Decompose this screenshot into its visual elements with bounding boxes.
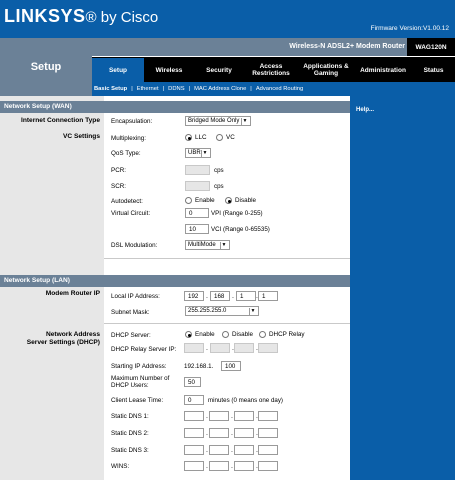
- encapsulation-label: Encapsulation:: [111, 118, 153, 125]
- subtab-basic-setup[interactable]: Basic Setup: [94, 86, 128, 92]
- dhcp-relay-label: DHCP Relay: [269, 331, 305, 338]
- model-number: WAG120N: [407, 38, 455, 56]
- subnet-mask-label: Subnet Mask:: [111, 309, 150, 316]
- ip-dot: .: [231, 463, 233, 470]
- vpi-range: VPI (Range 0-255): [211, 210, 263, 217]
- virtual-circuit-label: Virtual Circuit:: [111, 210, 151, 217]
- encapsulation-select[interactable]: [185, 116, 251, 126]
- lan-heading: Network Setup (LAN): [4, 277, 70, 284]
- local-ip-octet-4[interactable]: 1: [258, 291, 278, 301]
- chevron-down-icon: ▼: [250, 308, 256, 314]
- wins-octet-2[interactable]: [209, 461, 229, 471]
- section-divider: [104, 258, 350, 259]
- dns2-octet-2[interactable]: [209, 428, 229, 438]
- radio-empty-icon: [259, 331, 266, 338]
- dhcp-relay-radio[interactable]: [259, 331, 305, 338]
- dsl-modulation-select[interactable]: [185, 240, 230, 250]
- lease-time-label: Client Lease Time:: [111, 397, 164, 404]
- qos-type-select[interactable]: [185, 148, 211, 158]
- scr-input[interactable]: [185, 181, 210, 191]
- dhcp-disable-label: Disable: [232, 331, 253, 338]
- dns1-octet-3[interactable]: [234, 411, 254, 421]
- dns3-octet-2[interactable]: [209, 445, 229, 455]
- header-bar: [0, 0, 455, 38]
- ip-dot: .: [256, 345, 258, 352]
- dns2-octet-1[interactable]: [184, 428, 204, 438]
- wins-octet-1[interactable]: [184, 461, 204, 471]
- dns3-octet-3[interactable]: [234, 445, 254, 455]
- qos-type-value: UBR: [188, 150, 201, 156]
- starting-ip-input[interactable]: 100: [221, 361, 241, 371]
- dhcp-settings-label-2: Server Settings (DHCP): [26, 339, 100, 346]
- dhcp-server-label: DHCP Server:: [111, 332, 151, 339]
- subtab-separator: |: [250, 86, 252, 92]
- wan-heading: Network Setup (WAN): [4, 103, 72, 110]
- firmware-version: Firmware Version:V1.00.12: [370, 25, 449, 32]
- qos-type-label: QoS Type:: [111, 150, 141, 157]
- ip-dot: .: [206, 413, 208, 420]
- llc-label: LLC: [195, 134, 207, 141]
- pcr-input[interactable]: [185, 165, 210, 175]
- dns1-octet-1[interactable]: [184, 411, 204, 421]
- ip-dot: .: [256, 463, 258, 470]
- chevron-down-icon: ▼: [242, 118, 248, 124]
- ip-dot: .: [206, 345, 208, 352]
- ip-dot: .: [232, 293, 234, 300]
- chevron-down-icon: ▼: [221, 242, 227, 248]
- internet-connection-type-label: Internet Connection Type: [20, 117, 100, 124]
- local-ip-octet-3[interactable]: 1: [236, 291, 256, 301]
- radio-empty-icon: [222, 331, 229, 338]
- subtab-ddns[interactable]: DDNS: [168, 86, 185, 92]
- relay-ip-octet-2[interactable]: [210, 343, 230, 353]
- autodetect-disable-radio[interactable]: [225, 197, 256, 204]
- autodetect-label: Autodetect:: [111, 198, 143, 205]
- max-users-label-1: Maximum Number of: [111, 375, 170, 382]
- dns2-octet-3[interactable]: [234, 428, 254, 438]
- subnet-mask-value: 255.255.255.0: [188, 308, 227, 314]
- modem-router-ip-label: Modem Router IP: [45, 290, 100, 297]
- brand-name: LINKSYS: [4, 6, 86, 26]
- subtab-mac-address-clone[interactable]: MAC Address Clone: [194, 86, 247, 92]
- multiplexing-llc-radio[interactable]: [185, 134, 207, 141]
- wins-octet-3[interactable]: [234, 461, 254, 471]
- max-users-label-2: DHCP Users:: [111, 382, 149, 389]
- vc-settings-label: VC Settings: [62, 133, 100, 140]
- dhcp-relay-server-ip-label: DHCP Relay Server IP:: [111, 346, 177, 353]
- radio-empty-icon: [185, 197, 192, 204]
- relay-ip-octet-1[interactable]: [184, 343, 204, 353]
- dhcp-settings-label-1: Network Address: [46, 331, 100, 338]
- static-dns-3-label: Static DNS 3:: [111, 447, 149, 454]
- ip-dot: .: [231, 430, 233, 437]
- ip-dot: .: [232, 345, 234, 352]
- lan-section-header: [0, 275, 350, 287]
- product-bar: [92, 38, 455, 57]
- subtab-advanced-routing[interactable]: Advanced Routing: [255, 86, 304, 92]
- wan-section-header: [0, 101, 350, 113]
- local-ip-octet-2[interactable]: 168: [210, 291, 230, 301]
- local-ip-octet-1[interactable]: 192: [184, 291, 204, 301]
- radio-selected-icon: [225, 197, 232, 204]
- tab-access-restrictions[interactable]: Access Restrictions: [252, 63, 290, 77]
- chevron-down-icon: ▼: [202, 150, 208, 156]
- ip-dot: .: [206, 463, 208, 470]
- subnet-mask-select[interactable]: [185, 306, 259, 316]
- ip-dot: .: [256, 430, 258, 437]
- tab-wireless[interactable]: Wireless: [155, 66, 183, 74]
- dhcp-disable-radio[interactable]: [222, 331, 253, 338]
- dns1-octet-4[interactable]: [258, 411, 278, 421]
- ip-dot: .: [206, 447, 208, 454]
- static-dns-2-label: Static DNS 2:: [111, 430, 149, 437]
- local-ip-label: Local IP Address:: [111, 293, 160, 300]
- subtab-separator: |: [162, 86, 165, 92]
- dns2-octet-4[interactable]: [258, 428, 278, 438]
- scr-unit: cps: [214, 183, 224, 190]
- subtab-separator: |: [131, 86, 133, 92]
- dns3-octet-4[interactable]: [258, 445, 278, 455]
- enable-label: Enable: [195, 197, 215, 204]
- lease-time-input[interactable]: 0: [184, 395, 204, 405]
- vc-label: VC: [226, 134, 235, 141]
- relay-ip-octet-3[interactable]: [234, 343, 254, 353]
- scr-label: SCR:: [111, 183, 127, 190]
- wins-label: WINS:: [111, 463, 130, 470]
- ip-dot: .: [206, 430, 208, 437]
- tab-security[interactable]: Security: [206, 66, 232, 74]
- vci-range: VCI (Range 0-65535): [211, 226, 270, 233]
- dns3-octet-1[interactable]: [184, 445, 204, 455]
- help-link[interactable]: Help...: [356, 107, 375, 113]
- dsl-modulation-value: MultiMode: [188, 242, 216, 248]
- lease-time-unit: minutes (0 means one day): [208, 397, 283, 404]
- sub-tabs: [92, 82, 455, 96]
- radio-selected-icon: [185, 331, 192, 338]
- product-name: Wireless-N ADSL2+ Modem Router: [289, 43, 405, 50]
- wins-octet-4[interactable]: [258, 461, 278, 471]
- dhcp-enable-label: Enable: [195, 331, 215, 338]
- starting-ip-prefix: 192.168.1.: [184, 363, 214, 370]
- tab-setup[interactable]: Setup: [92, 58, 144, 82]
- vpi-input[interactable]: 0: [185, 208, 209, 218]
- multiplexing-label: Multiplexing:: [111, 135, 146, 142]
- tab-administration[interactable]: Administration: [360, 66, 406, 74]
- autodetect-enable-radio[interactable]: [185, 197, 215, 204]
- brand-suffix: ® by Cisco: [85, 9, 159, 26]
- dhcp-enable-radio[interactable]: [185, 331, 215, 338]
- dsl-modulation-label: DSL Modulation:: [111, 242, 158, 249]
- main-tabs: [92, 58, 455, 82]
- radio-selected-icon: [185, 134, 192, 141]
- multiplexing-vc-radio[interactable]: [216, 134, 235, 141]
- ip-dot: .: [256, 447, 258, 454]
- ip-dot: .: [256, 293, 258, 300]
- encapsulation-value: Bridged Mode Only: [188, 118, 240, 124]
- left-label-column: [0, 96, 104, 480]
- ip-dot: .: [206, 293, 208, 300]
- subtab-ethernet[interactable]: Ethernet: [136, 86, 159, 92]
- section-divider: [104, 323, 350, 324]
- radio-empty-icon: [216, 134, 223, 141]
- ip-dot: .: [231, 413, 233, 420]
- vci-input[interactable]: 10: [185, 224, 209, 234]
- ip-dot: .: [256, 413, 258, 420]
- tab-status[interactable]: Status: [423, 66, 444, 74]
- help-panel: [350, 96, 455, 480]
- static-dns-1-label: Static DNS 1:: [111, 413, 149, 420]
- dns1-octet-2[interactable]: [209, 411, 229, 421]
- linksys-logo: [4, 6, 158, 27]
- pcr-unit: cps: [214, 167, 224, 174]
- max-users-input[interactable]: 50: [184, 377, 201, 387]
- tab-applications-gaming[interactable]: Applications & Gaming: [303, 63, 349, 77]
- section-title: Setup: [0, 38, 92, 96]
- starting-ip-label: Starting IP Address:: [111, 363, 167, 370]
- pcr-label: PCR:: [111, 167, 127, 174]
- relay-ip-octet-4[interactable]: [258, 343, 278, 353]
- ip-dot: .: [231, 447, 233, 454]
- disable-label: Disable: [235, 197, 256, 204]
- subtab-separator: |: [188, 86, 191, 92]
